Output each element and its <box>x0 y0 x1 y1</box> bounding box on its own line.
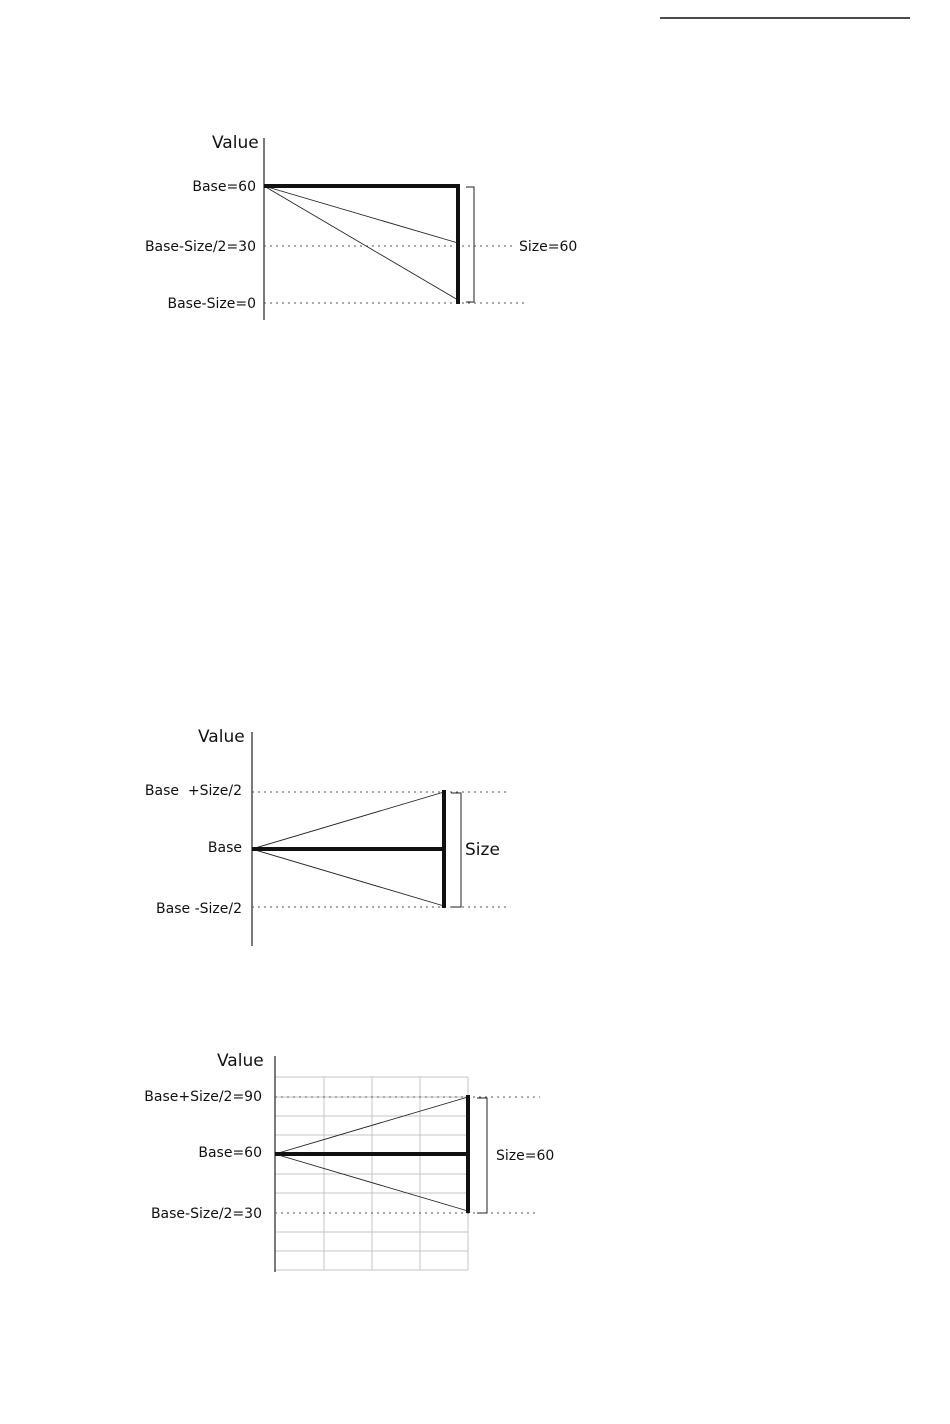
label-base-plus-half-size: Base+Size/2=90 <box>144 1089 262 1105</box>
ramp-line-half <box>264 186 458 243</box>
diagram-base-minus-size <box>145 133 577 320</box>
diagram-base-centered <box>145 727 510 946</box>
axis-title: Value <box>198 727 245 747</box>
size-label: Size=60 <box>496 1148 555 1164</box>
ramp-line-up <box>252 792 444 849</box>
ramp-line-down <box>252 849 444 906</box>
label-base-minus-half-size: Base -Size/2 <box>156 901 242 917</box>
label-base: Base=60 <box>198 1145 262 1161</box>
size-bracket <box>451 793 461 907</box>
diagram-base-centered-grid <box>144 1051 554 1272</box>
label-base-half-size: Base-Size/2=30 <box>144 239 256 255</box>
label-base: Base <box>207 840 242 856</box>
label-base-minus-size: Base-Size=0 <box>167 296 256 312</box>
size-bracket <box>466 187 474 302</box>
label-base-minus-half-size: Base-Size/2=30 <box>150 1206 262 1222</box>
size-label: Size=60 <box>519 239 578 255</box>
ramp-line-full <box>264 186 458 300</box>
size-label: Size <box>465 840 500 860</box>
label-base: Base=60 <box>192 179 256 195</box>
axis-title: Value <box>217 1051 264 1071</box>
size-bracket <box>477 1098 487 1213</box>
label-base-plus-half-size: Base +Size/2 <box>144 783 242 799</box>
axis-title: Value <box>212 133 259 153</box>
